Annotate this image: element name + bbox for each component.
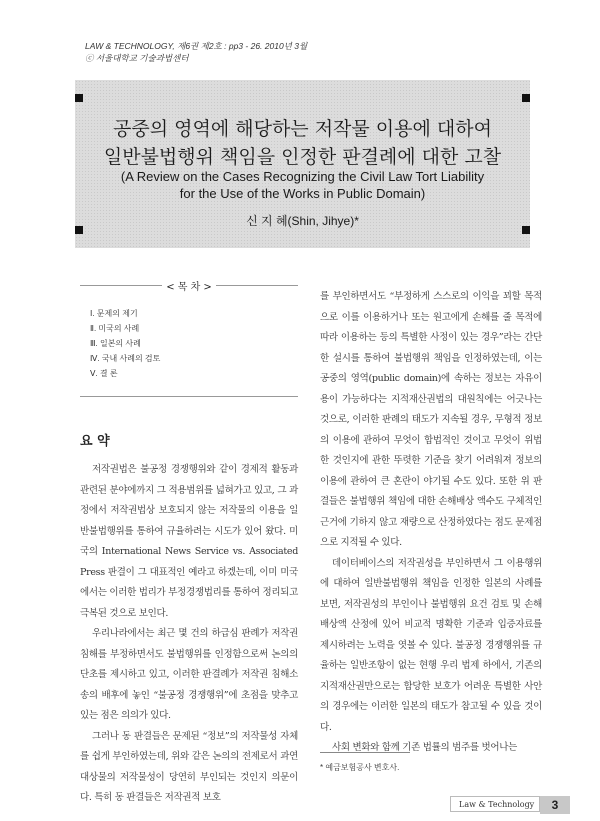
toc-item: Ⅳ. 국내 사례의 검토 xyxy=(90,354,161,363)
paragraph: 데이터베이스의 저작권성을 부인하면서 그 이용행위에 대하여 일반불법행위 책임을 인정한 일본의 사례를 보면, 저작권성의 부인이나 불법행위 요건 검토 및 손해배상액 산정에 있어 비교적 명확한 기준과 입증자료를 제시하려는 노력을 엿볼 수 있다. 불공정 경쟁행위를 규율하는 일반조항이 없는 현행 우리 법제 하에서, 기존의 지적재산권만으로는 합당한 보호가 어려운 특별한 사안의 경우에는 이러한 일본의 태도가 참고될 수 있을 것이다. xyxy=(320,557,542,733)
right-column xyxy=(320,287,542,759)
corner-mark xyxy=(522,94,530,102)
journal-citation: LAW & TECHNOLOGY, 제6권 제2호 : pp3 - 26. 2010년 3월 xyxy=(85,41,308,51)
journal-header xyxy=(85,40,307,64)
paragraph: 그러나 동 판결들은 문제된 “정보”의 저작물성 자체를 쉽게 부인하였는데, 위와 같은 논의의 전제로서 과연 대상물의 저작물성이 당연히 부인되는 것인지 의문이다. 특히 동 판결들은 저작권적 보호 xyxy=(80,730,298,803)
title-box xyxy=(75,80,530,248)
paragraph: 를 부인하면서도 “부정하게 스스로의 이익을 꾀할 목적으로 이를 이용하거나 또는 원고에게 손해를 줄 목적에 따라 이용하는 등의 특별한 사정이 있는 경우”라는 간단한 설시를 통하여 불법행위 책임을 인정하였는데, 이는 공중의 영역(public domain)에 속하는 정보는 자유이용이 가능하다는 지적재산권법의 대원칙에는 어긋나는 것으로, 이러한 판례의 태도가 지속될 경우, 무형적 정보의 이용에 관하여 무엇이 합법적인 것이고 무엇이 위법한 것인지에 관한 뚜렷한 기준을 찾기 어려워져 정보의 이용에 관하여 큰 혼란이 야기될 수도 있다. 또한 위 판결들은 불법행위 책임에 대한 손해배상 액수도 구체적인 근거에 기하지 않고 재량으로 산정하였다는 점도 문제점으로 지적될 수 있다. xyxy=(320,291,542,548)
journal-copyright: ⓒ 서울대학교 기술과법센터 xyxy=(85,53,189,63)
page-number: 3 xyxy=(540,796,570,814)
title-english-line1: (A Review on the Cases Recognizing the Civil Law Tort Liability xyxy=(120,169,485,184)
corner-mark xyxy=(75,94,83,102)
summary-body xyxy=(80,460,298,809)
paragraph: 저작권법은 불공정 경쟁행위와 같이 경제적 활동과 관련된 분야에까지 그 적용범위를 넓혀가고 있고, 그 과정에서 저작권법상 보호되지 않는 저작물의 이용을 일반불법행위를 통하여 규율하려는 시도가 있어 왔다. 미국의 International News Service vs. Associated Press 판결이 그 대표적인 예라고 하겠는데, 이미 미국에서는 이러한 법리가 부정경쟁법리를 통하여 정리되고 극복된 것으로 보인다. xyxy=(80,464,298,619)
paragraph: 사회 변화와 함께 기존 법률의 범주를 벗어나는 xyxy=(332,742,517,753)
title-english-line2: for the Use of the Works in Public Domain) xyxy=(179,186,426,201)
footnote: * 예금보험공사 변호사. xyxy=(320,763,400,772)
footnote-divider xyxy=(320,752,410,753)
toc-item: Ⅱ. 미국의 사례 xyxy=(90,324,140,333)
toc-heading: < 목 차 > xyxy=(162,282,216,293)
toc-item: Ⅴ. 결 론 xyxy=(90,369,118,378)
title-korean-line2: 일반불법행위 책임을 인정한 판결례에 대한 고찰 xyxy=(103,146,502,168)
left-column xyxy=(80,282,298,803)
table-of-contents xyxy=(80,282,298,397)
toc-item: Ⅰ. 문제의 제기 xyxy=(90,309,138,318)
author: 신 지 혜(Shin, Jihye)* xyxy=(246,214,359,228)
paragraph: 우리나라에서는 최근 몇 건의 하급심 판례가 저작권 침해를 부정하면서도 불법행위를 인정함으로써 논의의 단초를 제시하고 있고, 이러한 판결례가 저작권 침해소송의 배후에 놓인 “불공정 경쟁행위”에 초점을 맞추고 있는 점은 의의가 있다. xyxy=(80,628,298,721)
toc-item: Ⅲ. 일본의 사례 xyxy=(90,339,141,348)
title-korean-line1: 공중의 영역에 해당하는 저작물 이용에 대하여 xyxy=(113,118,492,140)
summary-heading: 요 약 xyxy=(80,434,110,449)
toc-list xyxy=(90,306,160,381)
footer-journal-name: Law & Technology xyxy=(450,796,540,812)
